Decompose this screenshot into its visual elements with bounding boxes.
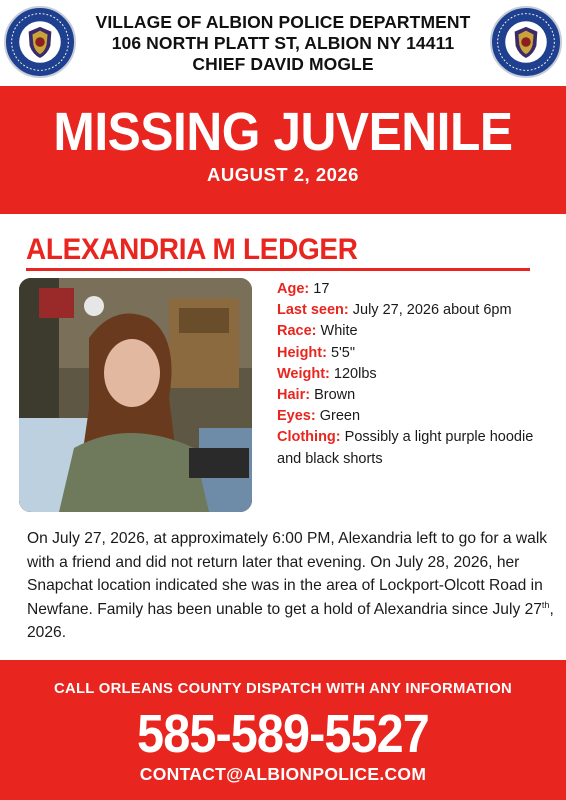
person-photo (19, 278, 252, 512)
department-address: 106 NORTH PLATT ST, ALBION NY 14411 (111, 33, 455, 53)
department-name: VILLAGE OF ALBION POLICE DEPARTMENT (95, 12, 471, 32)
narrative-text: On July 27, 2026, at approximately 6:00 PM, Alexandria left to go for a walk with a friend and did not return later that evening. On July 28, 2026, her Snapchat location indicated she was in the area of Lockport-Olcott Road in Newfane. Family has been unable to get a hold of Alexandria since July 27 (27, 530, 548, 618)
detail-race (277, 321, 547, 342)
name-divider (26, 268, 530, 271)
dispatch-phone: 585-589-5527 (137, 704, 429, 764)
contact-footer (0, 660, 566, 800)
call-instruction: CALL ORLEANS COUNTY DISPATCH WITH ANY INFORMATION (53, 681, 513, 697)
missing-person-name: ALEXANDRIA M LEDGER (26, 233, 358, 266)
narrative-superscript: th (541, 599, 550, 610)
detail-age (277, 279, 547, 300)
detail-last-seen (277, 300, 547, 321)
narrative-end: , 2026. (27, 600, 554, 642)
detail-label: Age: (277, 281, 310, 297)
detail-value: 17 (313, 281, 330, 297)
detail-eyes (277, 406, 547, 427)
department-chief: CHIEF DAVID MOGLE (192, 54, 374, 74)
detail-value: White (320, 323, 358, 340)
person-details (277, 279, 547, 470)
detail-label: Hair: (277, 387, 311, 404)
banner-title: MISSING JUVENILE (53, 102, 513, 162)
detail-clothing (277, 427, 547, 469)
detail-weight (277, 364, 547, 385)
missing-banner (0, 86, 566, 214)
detail-value: Green (319, 408, 361, 425)
flyer-header (0, 0, 566, 86)
banner-date: AUGUST 2, 2026 (207, 164, 359, 185)
detail-label: Height: (277, 344, 327, 361)
police-badge-icon (490, 6, 562, 78)
detail-value: 5'5" (330, 344, 356, 361)
detail-hair (277, 385, 547, 406)
department-heading (80, 12, 486, 75)
detail-label: Race: (277, 323, 317, 340)
detail-label: Clothing: (277, 429, 341, 446)
detail-value: Brown (314, 387, 356, 404)
detail-height (277, 343, 547, 364)
detail-label: Last seen: (277, 302, 349, 319)
detail-label: Weight: (277, 365, 330, 382)
detail-label: Eyes: (277, 408, 316, 425)
detail-value: 120lbs (333, 365, 377, 382)
detail-value: Possibly a light purple hoodie and black shorts (277, 429, 534, 467)
police-badge-icon (4, 6, 76, 78)
contact-email: CONTACT@ALBIONPOLICE.COM (139, 764, 427, 784)
incident-narrative (27, 527, 557, 645)
detail-value: July 27, 2026 about 6pm (352, 302, 512, 319)
